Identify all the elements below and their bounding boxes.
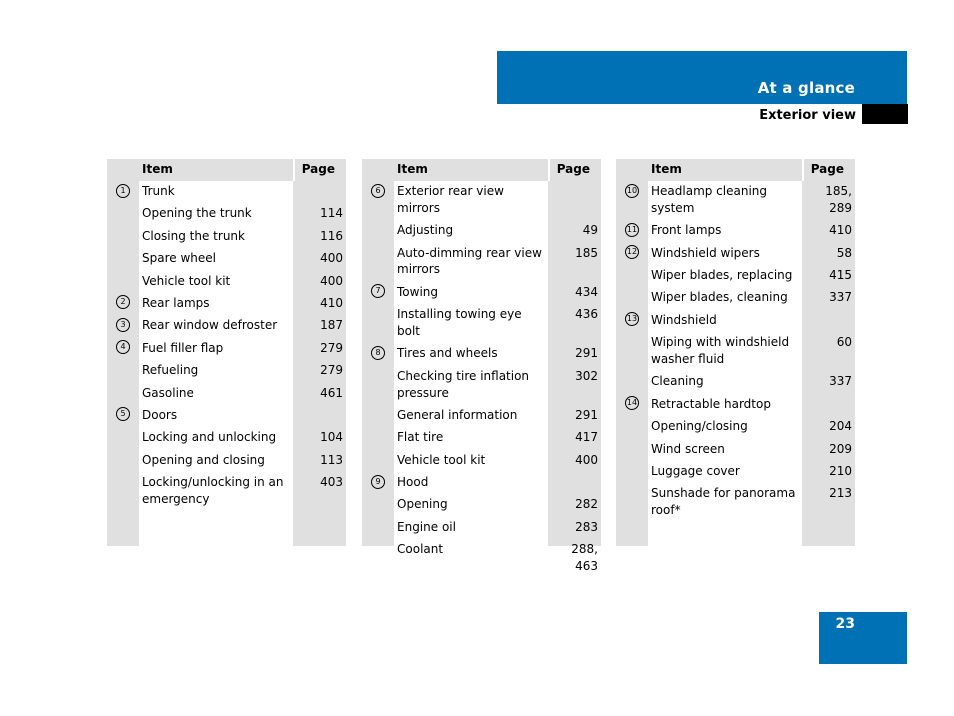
table-row <box>107 385 346 407</box>
table-row <box>616 312 855 334</box>
table-row <box>362 222 601 244</box>
item-number-cell <box>362 429 394 446</box>
table-header <box>107 159 346 181</box>
item-number-cell <box>362 222 394 239</box>
page-number-box <box>819 612 907 664</box>
page-reference: 279 <box>320 340 343 355</box>
item-label: Adjusting <box>397 223 454 238</box>
item-number-cell <box>616 289 648 306</box>
item-label: Closing the trunk <box>142 228 245 243</box>
table-row <box>616 245 855 267</box>
table-row <box>616 463 855 485</box>
column-header-page: Page <box>556 162 590 176</box>
item-number-cell <box>107 362 139 379</box>
section-tab-marker <box>862 104 908 124</box>
item-label: Checking tire inflation pressure <box>397 368 530 400</box>
page-reference <box>293 407 346 424</box>
item-number-badge: 4 <box>116 340 130 354</box>
page-reference: 185 <box>575 245 598 260</box>
item-number-cell <box>362 407 394 424</box>
item-label: Headlamp cleaning system <box>651 184 768 215</box>
item-label: Wiper blades, replacing <box>651 267 793 282</box>
table-row <box>616 183 855 222</box>
page-reference: 461 <box>320 385 343 400</box>
item-label: Retractable hardtop <box>651 396 771 411</box>
item-number-cell <box>362 452 394 469</box>
item-label: Rear lamps <box>142 295 210 310</box>
column-header-item: Item <box>142 162 173 176</box>
item-number-cell <box>616 222 648 239</box>
item-label: Opening the trunk <box>142 206 252 221</box>
item-number-badge: 10 <box>625 184 639 198</box>
page-reference: 114 <box>320 206 343 221</box>
item-number-cell <box>616 183 648 217</box>
page-reference: 185, 289 <box>825 184 852 215</box>
item-number-badge: 6 <box>371 184 385 198</box>
table-row <box>107 317 346 339</box>
page-reference: 279 <box>320 363 343 378</box>
table-row <box>362 245 601 284</box>
table-row <box>107 407 346 429</box>
item-label: Windshield <box>651 312 717 327</box>
table-row <box>616 396 855 418</box>
section-title: At a glance <box>757 79 855 97</box>
item-label: Opening <box>397 497 448 512</box>
item-label: Spare wheel <box>142 251 216 266</box>
item-label: Vehicle tool kit <box>397 452 486 467</box>
item-label: Exterior rear view mirrors <box>397 184 504 215</box>
item-number-cell <box>107 295 139 312</box>
table-row <box>107 205 346 227</box>
table-row <box>107 362 346 384</box>
item-number-cell <box>107 474 139 508</box>
table-row <box>107 228 346 250</box>
item-number-cell <box>616 485 648 519</box>
header-separator <box>548 159 550 181</box>
item-label: Sunshade for panorama roof* <box>651 486 796 518</box>
item-label: Wiper blades, cleaning <box>651 290 788 305</box>
item-number-cell <box>362 345 394 362</box>
table-header <box>362 159 601 181</box>
table-row <box>107 474 346 513</box>
page-reference: 187 <box>320 318 343 333</box>
item-label: Engine oil <box>397 519 456 534</box>
table-row <box>107 452 346 474</box>
page-reference: 49 <box>582 223 598 238</box>
item-number-badge: 9 <box>371 475 385 489</box>
page-reference: 434 <box>575 284 598 299</box>
table-row <box>616 222 855 244</box>
table-row <box>616 289 855 311</box>
item-label: Locking and unlocking <box>142 430 277 445</box>
table-row <box>362 452 601 474</box>
item-number-cell <box>107 228 139 245</box>
table-row <box>362 407 601 429</box>
page-reference: 337 <box>829 374 852 389</box>
item-number-badge: 12 <box>625 245 639 259</box>
page-reference: 291 <box>575 346 598 361</box>
index-table-2 <box>362 159 601 574</box>
item-number-badge: 5 <box>116 407 130 421</box>
table-row <box>616 441 855 463</box>
page-reference: 417 <box>575 430 598 445</box>
item-number-cell <box>616 245 648 262</box>
page-reference: 113 <box>320 452 343 467</box>
item-number-cell <box>616 463 648 480</box>
item-number-cell <box>362 284 394 301</box>
page-reference: 400 <box>320 251 343 266</box>
table-row <box>616 334 855 373</box>
item-label: Towing <box>397 284 439 299</box>
item-number-cell <box>107 385 139 402</box>
item-label: Cleaning <box>651 374 704 389</box>
page-reference <box>293 183 346 200</box>
item-label: Tires and wheels <box>397 346 498 361</box>
table-row <box>107 183 346 205</box>
item-label: Auto-dimming rear view mirrors <box>397 245 542 277</box>
item-label: Installing towing eye bolt <box>397 307 522 338</box>
item-number-cell <box>362 183 394 217</box>
page-reference <box>548 474 601 491</box>
page-reference: 403 <box>320 475 343 490</box>
item-number-cell <box>107 429 139 446</box>
item-label: Fuel filler flap <box>142 340 224 355</box>
page-reference: 400 <box>320 273 343 288</box>
page-reference: 282 <box>575 497 598 512</box>
table-rows <box>616 183 855 524</box>
item-label: Windshield wipers <box>651 245 760 260</box>
table-row <box>616 373 855 395</box>
item-number-cell <box>362 245 394 279</box>
item-number-cell <box>616 418 648 435</box>
item-number-cell <box>362 306 394 340</box>
item-number-cell <box>362 368 394 402</box>
item-label: Vehicle tool kit <box>142 273 231 288</box>
table-row <box>616 485 855 524</box>
table-row <box>362 183 601 222</box>
table-row <box>362 541 601 580</box>
item-number-cell <box>107 205 139 222</box>
item-number-cell <box>616 312 648 329</box>
table-row <box>362 429 601 451</box>
item-label: Hood <box>397 475 429 490</box>
column-header-page: Page <box>301 162 335 176</box>
page-number: 23 <box>835 616 855 632</box>
page-reference: 415 <box>829 267 852 282</box>
item-number-cell <box>616 396 648 413</box>
table-row <box>362 519 601 541</box>
item-number-badge: 3 <box>116 318 130 332</box>
table-row <box>362 306 601 345</box>
item-number-badge: 2 <box>116 295 130 309</box>
page-reference <box>548 183 601 217</box>
column-header-item: Item <box>397 162 428 176</box>
item-number-badge: 14 <box>625 396 639 410</box>
item-number-cell <box>107 183 139 200</box>
item-number-badge: 7 <box>371 284 385 298</box>
item-label: General information <box>397 407 518 422</box>
column-header-page: Page <box>810 162 844 176</box>
item-label: Refueling <box>142 363 199 378</box>
header-bar <box>497 51 907 104</box>
page-reference: 213 <box>829 486 852 501</box>
item-label: Luggage cover <box>651 463 740 478</box>
table-row <box>107 295 346 317</box>
item-label: Flat tire <box>397 430 444 445</box>
table-row <box>362 474 601 496</box>
item-number-cell <box>616 334 648 368</box>
page-reference: 116 <box>320 228 343 243</box>
page-reference: 302 <box>575 368 598 383</box>
item-number-badge: 1 <box>116 184 130 198</box>
page-reference: 209 <box>829 441 852 456</box>
item-number-cell <box>107 340 139 357</box>
item-label: Rear window defroster <box>142 318 278 333</box>
item-number-cell <box>107 250 139 267</box>
item-label: Locking/unlocking in an emergency <box>142 475 284 506</box>
page-reference: 337 <box>829 290 852 305</box>
item-label: Doors <box>142 407 178 422</box>
item-number-cell <box>107 317 139 334</box>
header-separator <box>802 159 804 181</box>
table-row <box>362 368 601 407</box>
page-reference: 410 <box>320 295 343 310</box>
index-table-3 <box>616 159 855 546</box>
table-row <box>107 340 346 362</box>
table-row <box>362 284 601 306</box>
page-reference: 58 <box>836 245 852 260</box>
table-row <box>362 345 601 367</box>
item-number-cell <box>616 267 648 284</box>
item-label: Coolant <box>397 542 444 557</box>
item-number-cell <box>362 519 394 536</box>
page-reference: 436 <box>575 307 598 322</box>
item-number-cell <box>107 407 139 424</box>
page-reference <box>802 312 855 329</box>
header-separator <box>293 159 295 181</box>
table-row <box>107 250 346 272</box>
page-reference: 104 <box>320 430 343 445</box>
item-number-cell <box>107 273 139 290</box>
item-label: Opening/closing <box>651 419 748 434</box>
table-row <box>107 429 346 451</box>
index-table-1 <box>107 159 346 546</box>
page-reference <box>802 396 855 413</box>
page-reference: 291 <box>575 407 598 422</box>
item-number-badge: 11 <box>625 223 639 237</box>
item-number-cell <box>362 474 394 491</box>
item-label: Opening and closing <box>142 452 265 467</box>
page-reference: 288, 463 <box>571 542 598 574</box>
table-row <box>616 418 855 440</box>
item-label: Wind screen <box>651 441 725 456</box>
page-reference: 410 <box>829 223 852 238</box>
table-row <box>616 267 855 289</box>
page-subtitle: Exterior view <box>759 108 856 123</box>
page-reference: 210 <box>829 463 852 478</box>
table-row <box>362 496 601 518</box>
item-label: Wiping with windshield washer fluid <box>651 335 790 366</box>
page-reference: 283 <box>575 519 598 534</box>
item-label: Trunk <box>142 184 175 198</box>
page-reference: 400 <box>575 452 598 467</box>
item-number-cell <box>616 373 648 390</box>
item-number-badge: 13 <box>625 312 639 326</box>
item-number-badge: 8 <box>371 346 385 360</box>
item-label: Front lamps <box>651 223 722 238</box>
column-header-item: Item <box>651 162 682 176</box>
item-number-cell <box>362 541 394 575</box>
item-number-cell <box>107 452 139 469</box>
item-label: Gasoline <box>142 385 194 400</box>
table-rows <box>362 183 601 580</box>
page-reference: 60 <box>836 335 852 350</box>
item-number-cell <box>616 441 648 458</box>
item-number-cell <box>362 496 394 513</box>
table-rows <box>107 183 346 513</box>
table-row <box>107 273 346 295</box>
table-header <box>616 159 855 181</box>
page-reference: 204 <box>829 419 852 434</box>
